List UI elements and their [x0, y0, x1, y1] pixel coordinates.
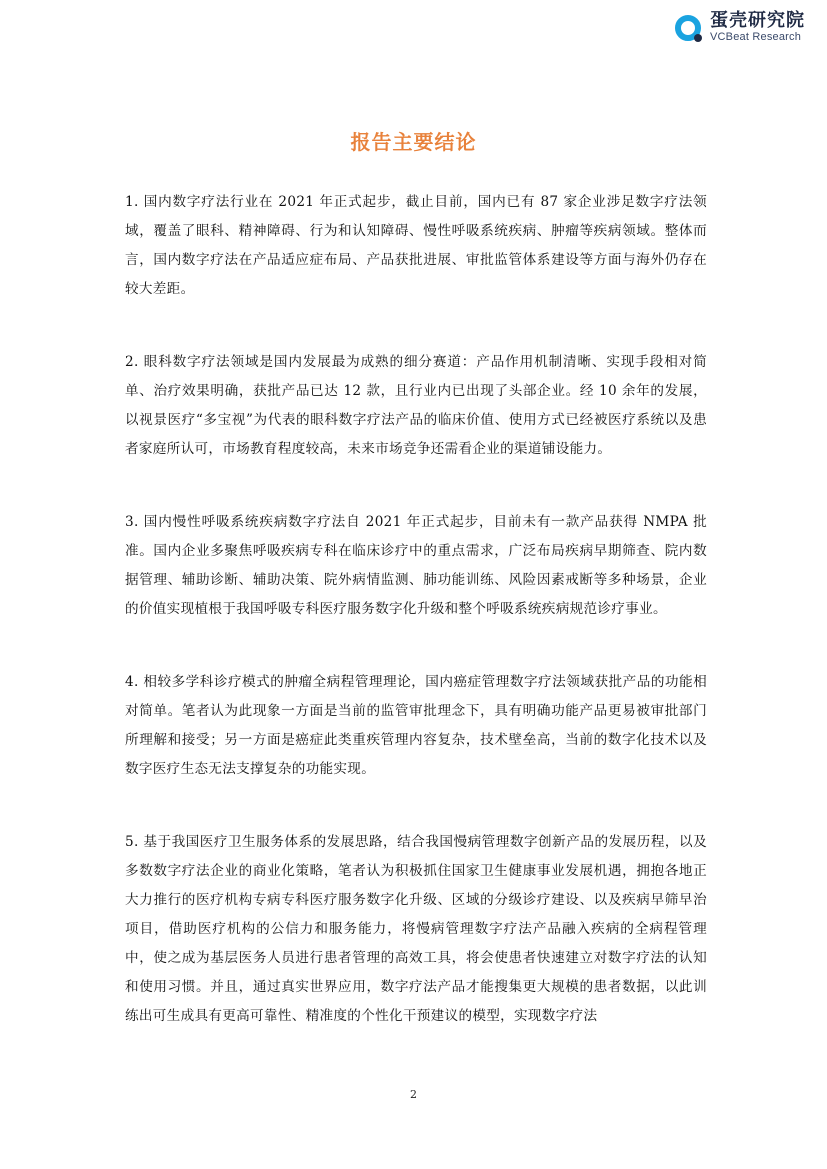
conclusion-paragraph-3: 3. 国内慢性呼吸系统疾病数字疗法自 2021 年正式起步，目前未有一款产品获得 NMPA 批准。国内企业多聚焦呼吸疾病专科在临床诊疗中的重点需求，广泛布局疾病早期筛查、院内数据管理、辅助诊断、辅助决策、院外病情监测、肺功能训练、风险因素戒断等多种场景，企业的价值实现植根于我国呼吸专科医疗服务数字化升级和整个呼吸系统疾病规范诊疗事业。: [125, 514, 707, 617]
page-title: 报告主要结论: [350, 130, 477, 154]
logo-english-name: VCBeat Research: [710, 31, 802, 43]
conclusion-paragraph-5: 5. 基于我国医疗卫生服务体系的发展思路，结合我国慢病管理数字创新产品的发展历程，以及多数数字疗法企业的商业化策略，笔者认为积极抓住国家卫生健康事业发展机遇，拥抱各地正大力推行的医疗机构专病专科医疗服务数字化升级、区域的分级诊疗建设、以及疾病早筛早治项目，借助医疗机构的公信力和服务能力，将慢病管理数字疗法产品融入疾病的全病程管理中，使之成为基层医务人员进行患者管理的高效工具，将会使患者快速建立对数字疗法的认知和使用习惯。并且，通过真实世界应用，数字疗法产品才能搜集更大规模的患者数据，以此训练出可生成具有更高可靠性、精准度的个性化干预建议的模型，实现数字疗法: [125, 834, 707, 1024]
logo-chinese-name: 蛋壳研究院: [710, 10, 805, 31]
header-logo: [674, 12, 805, 43]
conclusions-body: [125, 188, 707, 1075]
page-number: 2: [410, 1088, 417, 1101]
conclusion-paragraph-1: 1. 国内数字疗法行业在 2021 年正式起步，截止目前，国内已有 87 家企业涉足数字疗法领域，覆盖了眼科、精神障碍、行为和认知障碍、慢性呼吸系统疾病、肿瘤等疾病领域。整体而言，国内数字疗法在产品适应症布局、产品获批进展、审批监管体系建设等方面与海外仍存在较大差距。: [125, 194, 707, 297]
vcbeat-logo-icon: [674, 13, 704, 43]
conclusion-paragraph-4: 4. 相较多学科诊疗模式的肿瘤全病程管理理论，国内癌症管理数字疗法领域获批产品的功能相对简单。笔者认为此现象一方面是当前的监管审批理念下，具有明确功能产品更易被审批部门所理解和接受；另一方面是癌症此类重疾管理内容复杂，技术壁垒高，当前的数字化技术以及数字医疗生态无法支撑复杂的功能实现。: [125, 674, 707, 777]
conclusion-paragraph-2: 2. 眼科数字疗法领域是国内发展最为成熟的细分赛道：产品作用机制清晰、实现手段相对简单、治疗效果明确，获批产品已达 12 款，且行业内已出现了头部企业。经 10 余年的发展，以视景医疗“多宝视”为代表的眼科数字疗法产品的临床价值、使用方式已经被医疗系统以及患者家庭所认可，市场教育程度较高，未来市场竞争还需看企业的渠道铺设能力。: [125, 354, 707, 457]
